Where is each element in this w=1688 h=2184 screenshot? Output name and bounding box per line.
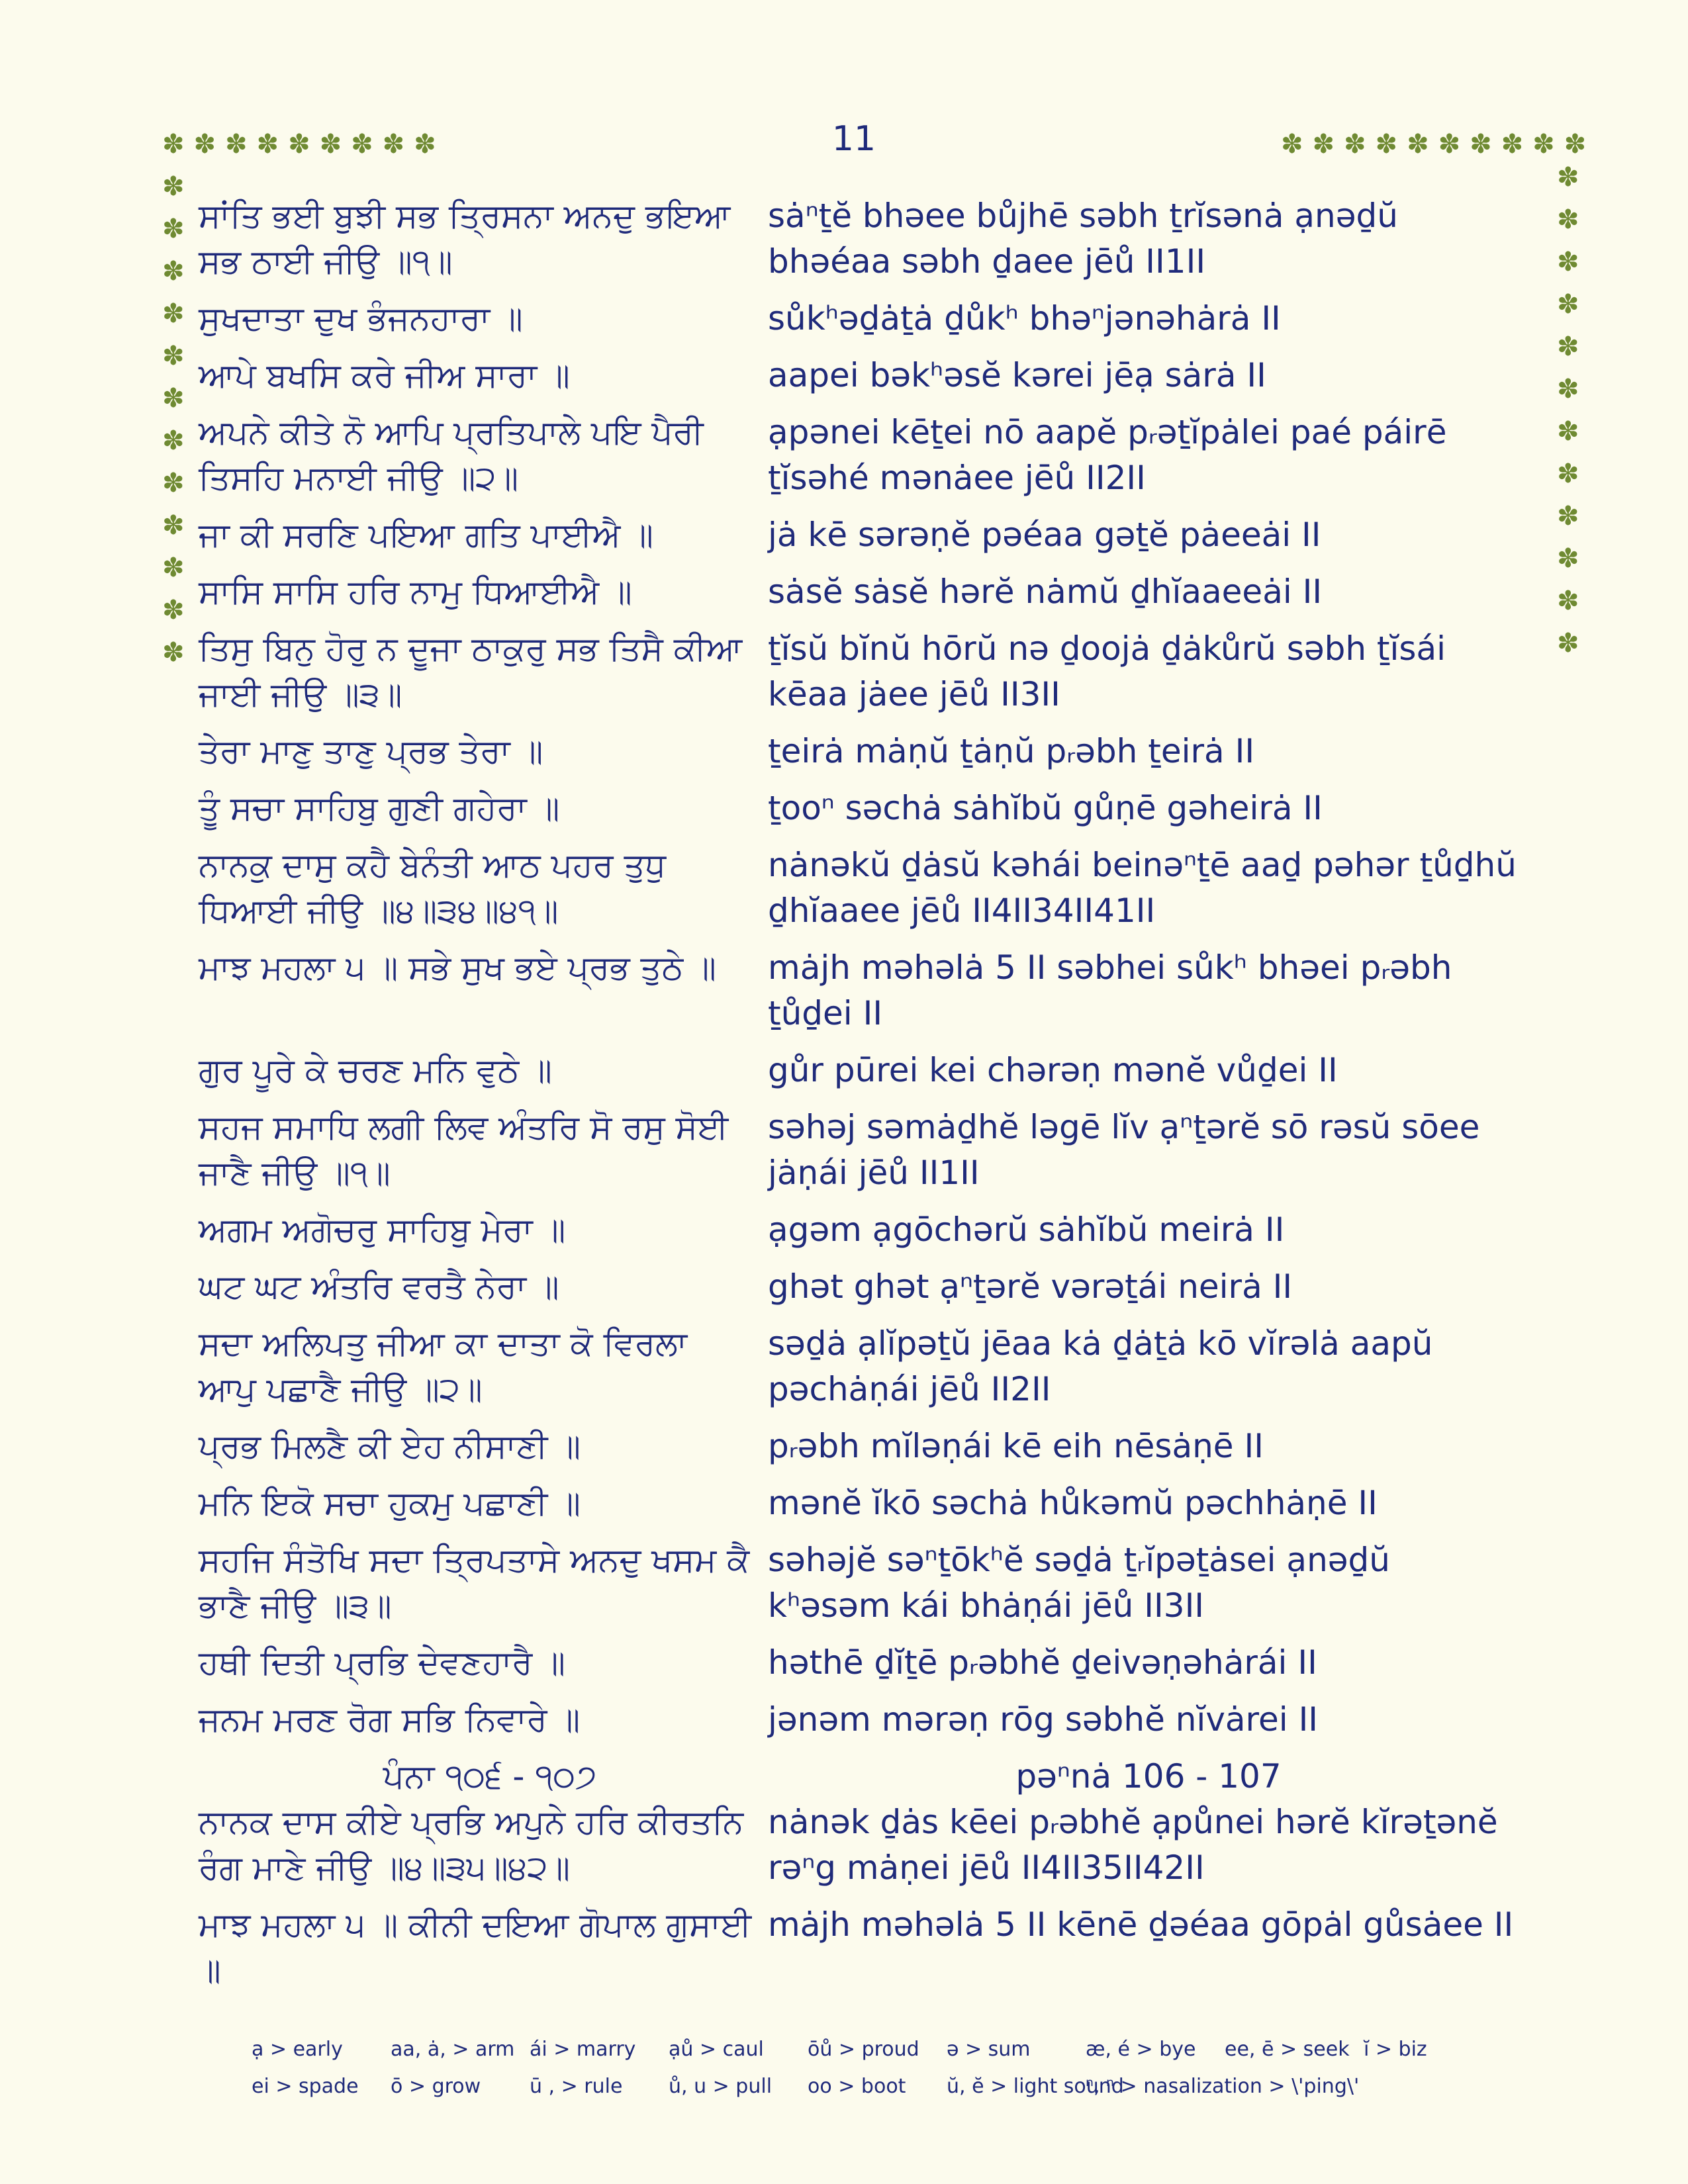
gurmukhi-line: ਨਾਨਕ ਦਾਸ ਕੀਏ ਪ੍ਰਭਿ ਅਪੁਨੇ ਹਰਿ ਕੀਰਤਨਿ ਰੰਗ ਮਾਣੇ ਜੀਉ ॥੪॥੩੫॥੪੨॥ — [199, 1803, 744, 1887]
flower-icon: ✽ — [162, 468, 185, 498]
legend-row — [252, 2030, 1509, 2068]
flower-icon: ✽ — [162, 256, 185, 287]
flower-icon: ✽ — [162, 426, 185, 456]
transliteration-line: həthē ḏĭṯē pᵣəbhĕ ḏeivəṇəhȧrái II — [768, 1643, 1317, 1682]
verse-row — [199, 1048, 1523, 1093]
transliteration-line: jənəm mərəṇ rōg səbhĕ nĭvȧrei II — [768, 1700, 1319, 1739]
transliteration-line: ạpənei kēṯei nō aapĕ pᵣəṯĭpȧlei paé páirē ṯĭsəhé mənȧee jēů II2II — [768, 413, 1447, 497]
gurmukhi-line: ਗੁਰ ਪੂਰੇ ਕੇ ਚਰਣ ਮਨਿ ਵੁਠੇ ॥ — [199, 1051, 552, 1089]
flower-icon: ✽ — [162, 383, 185, 414]
flower-icon: ✽ — [256, 129, 279, 159]
legend-row — [252, 2068, 1509, 2105]
verse-row — [199, 1902, 1523, 1993]
transliteration-line: jȧ kē sərəṇĕ pəéaa gəṯĕ pȧeeȧi II — [768, 516, 1321, 554]
gurmukhi-line: ਪ੍ਰਭ ਮਿਲਣੈ ਕੀ ਏਹ ਨੀਸਾਣੀ ॥ — [199, 1427, 581, 1465]
transliteration-line: səḏȧ ạlĭpəṯŭ jēaa kȧ ḏȧṯȧ kō vĭrəlȧ aapŭ pəchȧṇái jēů II2II — [768, 1324, 1433, 1408]
flower-icon: ✽ — [162, 341, 185, 371]
gurmukhi-line: ਸਹਜਿ ਸੰਤੋਖਿ ਸਦਾ ਤ੍ਰਿਪਤਾਸੇ ਅਨਦੁ ਖਸਮ ਕੈ ਭਾਣੈ ਜੀਉ ॥੩॥ — [199, 1541, 750, 1625]
gurmukhi-line: ਸਾਸਿ ਸਾਸਿ ਹਰਿ ਨਾਮੁ ਧਿਆਈਐ ॥ — [199, 572, 632, 611]
transliteration-line: səhəj səmȧḏhĕ ləgē lĭv ạⁿṯərĕ sō rəsŭ sōee jȧṇái jēů II1II — [768, 1108, 1480, 1192]
ornament-right-column — [1557, 164, 1579, 657]
verse-row — [199, 729, 1523, 774]
legend-item: ĭ > biz — [1364, 2037, 1427, 2061]
flower-icon: ✽ — [1557, 586, 1579, 616]
flower-icon: ✽ — [1501, 129, 1524, 159]
flower-icon: ✽ — [162, 510, 185, 541]
gurmukhi-line: ਮਨਿ ਇਕੋ ਸਚਾ ਹੁਕਮੁ ਪਛਾਣੀ ॥ — [199, 1484, 581, 1522]
legend-item: ů, u > pull — [669, 2074, 773, 2098]
verse-row — [199, 193, 1523, 285]
legend-item: ái > marry — [530, 2037, 636, 2061]
flower-icon: ✽ — [1557, 205, 1579, 235]
gurmukhi-line: ਸੁਖਦਾਤਾ ਦੁਖ ਭੰਜਨਹਾਰਾ ॥ — [199, 299, 523, 338]
flower-icon: ✽ — [1344, 129, 1366, 159]
verse-row — [199, 1105, 1523, 1196]
transliteration-line: ṯĭsŭ bĭnŭ hōrŭ nə ḏoojȧ ḏȧkůrŭ səbh ṯĭsái kēaa jȧee jēů II3II — [768, 629, 1446, 713]
flower-icon: ✽ — [162, 595, 185, 625]
transliteration-line: aapei bəkʰəsĕ kərei jēạ sȧrȧ II — [768, 356, 1266, 394]
legend-item: ạ > early — [252, 2037, 343, 2061]
transliteration-line: nȧnəkŭ ḏȧsŭ kəhái beinəⁿṯē aaḏ pəhər ṯůḏhŭ ḏhĭaaee jēů II4II34II41II — [768, 846, 1517, 930]
flower-icon: ✽ — [162, 129, 185, 159]
flower-icon: ✽ — [414, 129, 436, 159]
flower-icon: ✽ — [1407, 129, 1429, 159]
verse-row — [199, 353, 1523, 398]
legend-item: ạů > caul — [669, 2037, 764, 2061]
flower-icon: ✽ — [382, 129, 405, 159]
verse-row — [199, 626, 1523, 717]
legend-item: aa, ȧ, > arm — [391, 2037, 515, 2061]
verse-row — [199, 1537, 1523, 1629]
gurmukhi-line: ਮਾਝ ਮਹਲਾ ੫ ॥ ਸਭੇ ਸੁਖ ਭਏ ਪ੍ਰਭ ਤੁਠੇ ॥ — [199, 948, 716, 987]
transliteration-line: mȧjh məhəlȧ 5 II səbhei sůkʰ bhəei pᵣəbh ṯůḏei II — [768, 948, 1452, 1032]
verse-row — [199, 569, 1523, 615]
flower-icon: ✽ — [1564, 129, 1587, 159]
flower-icon: ✽ — [1557, 628, 1579, 659]
legend-item: ⁿ, ⁿ > nasalization > \'ping\' — [1086, 2074, 1360, 2098]
legend-item: ōů > proud — [808, 2037, 919, 2061]
flower-icon: ✽ — [1557, 162, 1579, 193]
legend-item: ŭ, ĕ > light sound — [947, 2074, 1124, 2098]
ornament-top-left — [162, 131, 436, 158]
flower-icon: ✽ — [1557, 543, 1579, 574]
flower-icon: ✽ — [1557, 459, 1579, 489]
gurmukhi-line: ਮਾਝ ਮਹਲਾ ੫ ॥ ਕੀਨੀ ਦਇਆ ਗੋਪਾਲ ਗੁਸਾਈ ॥ — [199, 1905, 752, 1989]
gurmukhi-line: ਤੇਰਾ ਮਾਣੁ ਤਾਣੁ ਪ੍ਰਭ ਤੇਰਾ ॥ — [199, 732, 543, 770]
transliteration-line: pᵣəbh mĭləṇái kē eih nēsȧṇē II — [768, 1427, 1264, 1465]
verse-row — [199, 1321, 1523, 1412]
transliteration-line: nȧnək ḏȧs kēei pᵣəbhĕ ạpůnei hərĕ kĭrəṯənĕ rəⁿg mȧṇei jēů II4II35II42II — [768, 1803, 1498, 1887]
gurmukhi-line: ਆਪੇ ਬਖਸਿ ਕਰੇ ਜੀਅ ਸਾਰਾ ॥ — [199, 356, 570, 394]
gurmukhi-line: ਅਪਨੇ ਕੀਤੇ ਨੋ ਆਪਿ ਪ੍ਰਤਿਪਾਲੇ ਪਇ ਪੈਰੀ ਤਿਸਹਿ ਮਨਾਈ ਜੀਉ ॥੨॥ — [199, 413, 704, 497]
verse-row — [199, 1640, 1523, 1686]
verse-row — [199, 1480, 1523, 1526]
flower-icon: ✽ — [1557, 374, 1579, 404]
flower-icon: ✽ — [1438, 129, 1461, 159]
gurmukhi-line: ਸਦਾ ਅਲਿਪਤੁ ਜੀਆ ਕਾ ਦਾਤਾ ਕੋ ਵਿਰਲਾ ਆਪੁ ਪਛਾਣੈ ਜੀਉ ॥੨॥ — [199, 1324, 688, 1408]
transliteration-line: ạgəm ạgōchərŭ sȧhĭbŭ meirȧ II — [768, 1210, 1285, 1249]
verse-row — [199, 296, 1523, 341]
gurmukhi-line: ਅਗਮ ਅਗੋਚਰੁ ਸਾਹਿਬੁ ਮੇਰਾ ॥ — [199, 1210, 566, 1249]
verse-table — [199, 193, 1523, 2005]
verse-row — [199, 945, 1523, 1036]
flower-icon: ✽ — [193, 129, 216, 159]
flower-icon: ✽ — [1532, 129, 1555, 159]
verse-row — [199, 1799, 1523, 1891]
verse-row — [199, 1264, 1523, 1310]
ornament-left-column — [162, 173, 185, 666]
flower-icon: ✽ — [288, 129, 310, 159]
legend-item: oo > boot — [808, 2074, 906, 2098]
page-reference-translit: pəⁿnȧ 106 - 107 — [1015, 1757, 1282, 1796]
legend-item: ū , > rule — [530, 2074, 623, 2098]
flower-icon: ✽ — [319, 129, 342, 159]
flower-icon: ✽ — [1557, 247, 1579, 277]
legend-item: ə > sum — [947, 2037, 1031, 2061]
flower-icon: ✽ — [1281, 129, 1303, 159]
flower-icon: ✽ — [225, 129, 248, 159]
gurmukhi-line: ਤਿਸੁ ਬਿਨੁ ਹੋਰੁ ਨ ਦੂਜਾ ਠਾਕੁਰੁ ਸਭ ਤਿਸੈ ਕੀਆ ਜਾਈ ਜੀਉ ॥੩॥ — [199, 629, 743, 713]
transliteration-line: ghət ghət ạⁿṯərĕ vərəṯái neirȧ II — [768, 1267, 1293, 1306]
flower-icon: ✽ — [1557, 289, 1579, 320]
page-reference-row — [199, 1754, 1523, 1799]
flower-icon: ✽ — [162, 171, 185, 202]
transliteration-line: ṯooⁿ səchȧ sȧhĭbŭ gůṇē gəheirȧ II — [768, 789, 1323, 827]
flower-icon: ✽ — [1470, 129, 1492, 159]
verse-row — [199, 410, 1523, 501]
legend-item: ee, ē > seek — [1225, 2037, 1350, 2061]
verse-row — [199, 1697, 1523, 1743]
flower-icon: ✽ — [1557, 332, 1579, 362]
transliteration-line: sȧⁿṯĕ bhəee bůjhē səbh ṯrĭsənȧ ạnəḏŭ bhəéaa səbh ḏaee jēů II1II — [768, 197, 1398, 281]
transliteration-line: mənĕ ĭkō səchȧ hůkəmŭ pəchhȧṇē II — [768, 1484, 1378, 1522]
verse-row — [199, 786, 1523, 831]
page-reference-gurmukhi: ਪੰਨਾ ੧੦੬ - ੧੦੭ — [383, 1757, 597, 1796]
verse-row — [199, 842, 1523, 934]
legend-item: ei > spade — [252, 2074, 359, 2098]
legend-item: æ, é > bye — [1086, 2037, 1196, 2061]
flower-icon: ✽ — [1375, 129, 1398, 159]
flower-icon: ✽ — [1557, 501, 1579, 531]
gurmukhi-line: ਘਟ ਘਟ ਅੰਤਰਿ ਵਰਤੈ ਨੇਰਾ ॥ — [199, 1267, 559, 1306]
legend-item: ō > grow — [391, 2074, 481, 2098]
gurmukhi-line: ਤੂੰ ਸਚਾ ਸਾਹਿਬੁ ਗੁਣੀ ਗਹੇਰਾ ॥ — [199, 789, 560, 827]
transliteration-line: ṯeirȧ mȧṇŭ ṯȧṇŭ pᵣəbh ṯeirȧ II — [768, 732, 1255, 770]
flower-icon: ✽ — [351, 129, 373, 159]
flower-icon: ✽ — [162, 298, 185, 329]
transliteration-line: sȧsĕ sȧsĕ hərĕ nȧmŭ ḏhĭaaeeȧi II — [768, 572, 1323, 611]
transliteration-line: səhəjĕ səⁿṯōkʰĕ səḏȧ ṯᵣĭpəṯȧsei ạnəḏŭ kʰəsəm kái bhȧṇái jēů II3II — [768, 1541, 1390, 1625]
gurmukhi-line: ਨਾਨਕੁ ਦਾਸੁ ਕਹੈ ਬੇਨੰਤੀ ਆਠ ਪਹਰ ਤੁਧੁ ਧਿਆਈ ਜੀਉ ॥੪॥੩੪॥੪੧॥ — [199, 846, 666, 930]
gurmukhi-line: ਸਹਜ ਸਮਾਧਿ ਲਗੀ ਲਿਵ ਅੰਤਰਿ ਸੋ ਰਸੁ ਸੋਈ ਜਾਣੈ ਜੀਉ ॥੧॥ — [199, 1108, 729, 1192]
gurmukhi-line: ਜਾ ਕੀ ਸਰਣਿ ਪਇਆ ਗਤਿ ਪਾਈਐ ॥ — [199, 516, 653, 554]
transliteration-line: sůkʰəḏȧṯȧ ḏůkʰ bhəⁿjənəhȧrȧ II — [768, 299, 1281, 338]
gurmukhi-line: ਹਥੀ ਦਿਤੀ ਪ੍ਰਭਿ ਦੇਵਣਹਾਰੈ ॥ — [199, 1643, 565, 1682]
flower-icon: ✽ — [162, 214, 185, 244]
flower-icon: ✽ — [162, 553, 185, 583]
flower-icon: ✽ — [1557, 416, 1579, 447]
gurmukhi-line: ਜਨਮ ਮਰਣ ਰੋਗ ਸਭਿ ਨਿਵਾਰੇ ॥ — [199, 1700, 581, 1739]
gurmukhi-line: ਸਾਂਤਿ ਭਈ ਬੁਝੀ ਸਭ ਤ੍ਰਿਸਨਾ ਅਨਦੁ ਭਇਆ ਸਭ ਠਾਈ ਜੀਉ ॥੧॥ — [199, 197, 731, 281]
verse-row — [199, 1424, 1523, 1469]
flower-icon: ✽ — [1312, 129, 1335, 159]
verse-row — [199, 512, 1523, 558]
flower-icon: ✽ — [162, 637, 185, 668]
ornament-top-right — [1281, 131, 1586, 158]
pronunciation-legend — [252, 2030, 1509, 2105]
verse-row — [199, 1207, 1523, 1253]
page-number: 11 — [831, 119, 876, 159]
transliteration-line: mȧjh məhəlȧ 5 II kēnē ḏəéaa gōpȧl gůsȧee II — [768, 1905, 1514, 1944]
transliteration-line: gůr pūrei kei chərəṇ mənĕ vůḏei II — [768, 1051, 1338, 1089]
